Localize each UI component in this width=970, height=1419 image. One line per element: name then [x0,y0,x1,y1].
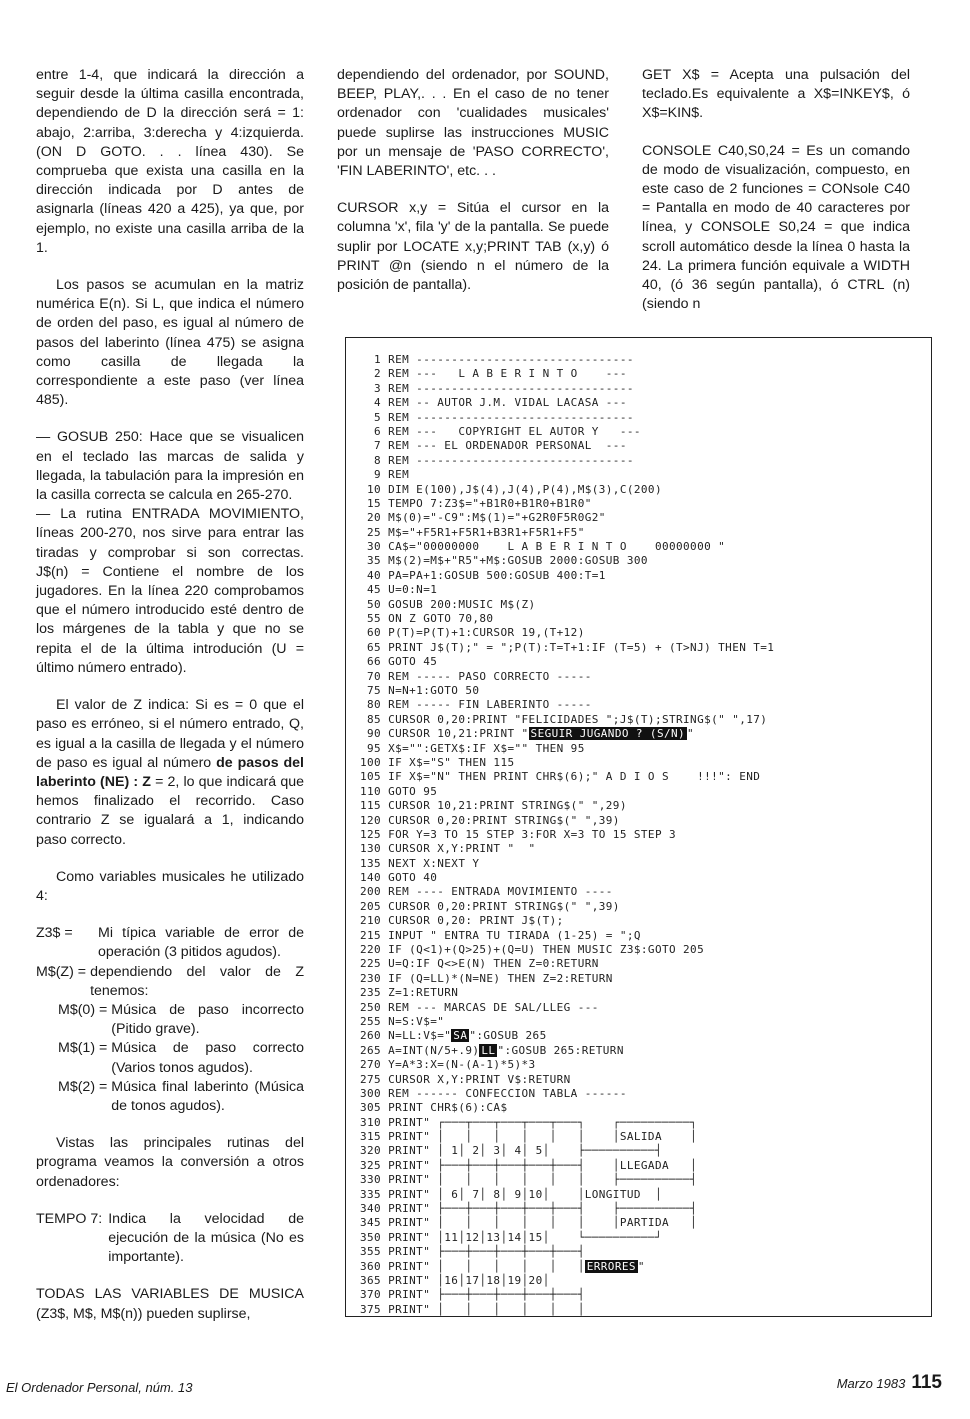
code-text: 50 GOSUB 200:MUSIC M$(Z) [360,597,536,611]
code-text: 205 CURSOR 0,20:PRINT STRING$(" ",39) [360,899,620,913]
definition-row [36,963,304,1001]
code-line [360,842,931,856]
definition-term: M$(2) = [58,1078,108,1095]
text-run: = 2, lo que indicará que hemos finalizado el recorrido. Caso contrario Z se igualará a 1, indicando paso correcto. [36,773,304,848]
code-line [360,986,931,1000]
code-line [360,742,931,756]
code-text: 225 U=Q:IF Q<>E(N) THEN Z=0:RETURN [360,957,599,971]
code-text: 6 REM --- COPYRIGHT EL AUTOR Y --- [360,424,641,438]
code-text: 15 TEMPO 7:Z3$="+B1R0+B1R0+B1R0" [360,496,592,510]
code-text: 260 N=LL:V$=" [360,1029,452,1043]
code-text: 355 PRINT" ├───┼───┼───┼───┼───┤ [360,1245,620,1259]
code-line [360,1101,931,1115]
code-text: 115 CURSOR 10,21:PRINT STRING$(" ",29) [360,799,627,813]
code-text: 20 M$(0)="-C9":M$(1)="+G2R0F5R0G2" [360,511,606,525]
code-text: ":GOSUB 265 [469,1029,547,1043]
code-line [360,670,931,684]
code-text: 200 REM ---- ENTRADA MOVIMIENTO ---- [360,885,613,899]
code-text: 10 DIM E(100),J$(4),J(4),P(4),M$(3),C(200) [360,482,662,496]
code-line [360,957,931,971]
definition-term: M$(1) = [58,1040,108,1057]
code-line [360,929,931,943]
code-line [360,943,931,957]
code-text: 265 A=INT(N/5+.9) [360,1043,480,1057]
code-line [360,425,931,439]
code-line [360,1245,931,1259]
code-line [360,1159,931,1173]
code-text: 220 IF (Q<1)+(Q>25)+(Q=U) THEN MUSIC Z3$:GOTO 205 [360,943,705,957]
text-run: El valor de Z indica: Si es = 0 que el paso es erróneo, si el número entrado, Q, es igual a la casilla de llegada y el número de paso es igual al número [36,697,304,771]
paragraph: CURSOR x,y = Sitúa el cursor en la columna 'x', fila 'y' de la pantalla. Se puede suplir por LOCATE x,y;PRINT TAB (x,y) ó PRINT @n (siendo n el número de la posición de pantalla). [337,200,609,294]
code-text: 90 CURSOR 10,21:PRINT " [360,727,529,741]
code-text: 230 IF (Q=LL)*(N=NE) THEN Z=2:RETURN [360,971,613,985]
definition-row [36,1078,304,1116]
definition-row [36,1210,304,1268]
code-text: 70 REM ----- PASO CORRECTO ----- [360,669,592,683]
code-text: 375 PRINT" │ │ │ │ │ │ [360,1302,585,1316]
code-line [360,1044,931,1058]
code-text: 45 U=0:N=1 [360,583,438,597]
code-text: 35 M$(2)=M$+"R5"+M$:GOSUB 2000:GOSUB 300 [360,554,648,568]
code-text: 4 REM -- AUTOR J.M. VIDAL LACASA --- [360,396,627,410]
code-text: 75 N=N+1:GOTO 50 [360,683,480,697]
paragraph: — GOSUB 250: Hace que se visualicen en el teclado las marcas de salida y llegada, la tabulación para la impresión en la casilla correcta se calcula en 265-270. [36,429,304,504]
definition-desc: Música de paso incorrecto (Pitido grave). [111,1001,304,1038]
code-line [360,411,931,425]
code-text: 135 NEXT X:NEXT Y [360,856,480,870]
code-text: 320 PRINT" │ 1│ 2│ 3│ 4│ 5│ ├──────────┤ [360,1144,662,1158]
code-line [360,626,931,640]
code-text: 9 REM [360,468,410,482]
paragraph: CONSOLE C40,S0,24 = Es un comando de modo de visualización, compuesto, en este caso de 2 funciones = CONsole C40 = Pantalla en modo de 40 caracteres por línea, y CONSOLE S0,24 = que indica scroll automático desde la línea 0 hasta la 24. La primera función equivale a WIDTH 40, (ó 36 según pantalla), ó CTRL (n) (siendo n [642,142,910,313]
code-line [360,799,931,813]
code-text: 1 REM ------------------------------- [360,353,634,366]
code-line [360,1015,931,1029]
code-text: 65 PRINT J$(T);" = ";P(T):T=T+1:IF (T=5) + (T>NJ) THEN T=1 [360,640,775,654]
code-line [360,497,931,511]
code-text: 310 PRINT" ┌───┬───┬───┬───┬───┐ ┌──────────┐ [360,1115,698,1129]
definition-desc: Mi típica variable de error de operación (3 pitidos agudos). [98,925,304,961]
code-text: 66 GOTO 45 [360,655,438,669]
code-text: 330 PRINT" │ │ │ │ │ │ ├──────────┤ [360,1173,698,1187]
code-line [360,569,931,583]
code-line [360,727,931,741]
code-text: " [687,727,695,741]
code-text: 300 REM ------ CONFECCION TABLA ------ [360,1086,627,1100]
paragraph: dependiendo del ordenador, por SOUND, BEEP, PLAY,. . . En el caso de no tener ordenador con 'cualidades musicales' puede suplirse las instrucciones MUSIC por un mensaje de 'PASO CORRECTO', 'FIN LABERINTO', etc. . . [337,67,609,180]
code-text: 80 REM ----- FIN LABERINTO ----- [360,698,592,712]
inverse-video-text: LL [481,1043,496,1057]
code-text: 275 CURSOR X,Y:PRINT V$:RETURN [360,1072,571,1086]
paragraph: entre 1-4, que indicará la dirección a seguir desde la última casilla encontrada, dependiendo de D la dirección será = 1: abajo, 2:arriba, 3:derecha y 4:izquierda. (ON D GOTO. . . línea 430). Se comprueba que exista una casilla en la dirección indicada por D antes de asignarla (líneas 420 a 425), ya que, por ejemplo, no existe una casilla arriba de la 1. [36,67,304,256]
definition-row [36,1001,304,1039]
definition-desc: dependiendo del valor de Z tenemos: [90,963,304,999]
code-line [360,814,931,828]
code-line [360,583,931,597]
code-text: 325 PRINT" ├───┼───┼───┼───┼───┤ │LLEGADA │ [360,1158,698,1172]
code-line [360,1073,931,1087]
code-text: 340 PRINT" ├───┼───┼───┼───┼───┤ ├──────────┤ [360,1202,698,1216]
code-line [360,468,931,482]
code-text: 30 CA$="00000000 L A B E R I N T O 00000000 " [360,540,726,554]
code-line [360,1216,931,1230]
variable-list [36,924,304,1116]
code-line [360,1231,931,1245]
code-text: 100 IF X$="S" THEN 115 [360,755,515,769]
code-text: 305 PRINT CHR$(6):CA$ [360,1101,508,1115]
code-text: 370 PRINT" ├───┼───┼───┼───┼───┤ [360,1288,585,1302]
code-text: 110 GOTO 95 [360,784,438,798]
code-line [360,785,931,799]
code-text: 270 Y=A*3:X=(N-(A-1)*5)*3 [360,1058,536,1072]
code-line [360,1303,931,1317]
definition-term: TEMPO 7: [36,1210,103,1227]
definition-term: Z3$ = [36,925,73,942]
code-line [360,756,931,770]
code-text: 95 X$="":GETX$:IF X$="" THEN 95 [360,741,585,755]
footer-publication: El Ordenador Personal, núm. 13 [6,1380,193,1395]
code-line [360,871,931,885]
code-line [360,1188,931,1202]
code-text: 235 Z=1:RETURN [360,986,459,1000]
code-line [360,900,931,914]
code-line [360,1173,931,1187]
code-text: 55 ON Z GOTO 70,80 [360,612,494,626]
code-text: 7 REM --- EL ORDENADOR PERSONAL --- [360,439,627,453]
code-text: 345 PRINT" │ │ │ │ │ │ │PARTIDA │ [360,1216,698,1230]
code-line [360,684,931,698]
code-line [360,1130,931,1144]
footer-date [837,1372,942,1394]
inverse-video-text: ERRORES [586,1259,636,1273]
code-line [360,526,931,540]
code-text: 8 REM ------------------------------- [360,453,634,467]
code-line [360,713,931,727]
code-text: 40 PA=PA+1:GOSUB 500:GOSUB 400:T=1 [360,568,606,582]
code-line [360,1260,931,1274]
code-line [360,382,931,396]
code-text: 335 PRINT" │ 6│ 7│ 8│ 9│10│ │LONGITUD │ [360,1187,662,1201]
code-line [360,972,931,986]
inverse-video-text: SEGUIR JUGANDO ? (S/N) [530,727,686,741]
inverse-video-text: SA [453,1029,468,1043]
code-text: 365 PRINT" │16│17│18│19│20│ [360,1274,550,1287]
code-line [360,1288,931,1302]
definition-term: M$(0) = [58,1001,108,1018]
code-text: 250 REM --- MARCAS DE SAL/LLEG --- [360,1000,599,1014]
code-text: 140 GOTO 40 [360,871,438,885]
code-line [360,641,931,655]
code-line [360,857,931,871]
code-text: 85 CURSOR 0,20:PRINT "FELICIDADES ";J$(T);STRING$(" ",17) [360,712,768,726]
code-line [360,1001,931,1015]
paragraph [36,696,304,850]
code-text: 25 M$="+F5R1+F5R1+B3R1+F5R1+F5" [360,525,585,539]
code-line [360,540,931,554]
column-right [642,66,910,332]
definition-desc: Indica la velocidad de ejecución de la música (No es importante). [108,1210,304,1266]
paragraph: Vistas las principales rutinas del programa veamos la conversión a otros ordenadores: [36,1135,304,1190]
code-line [360,439,931,453]
code-text: 60 P(T)=P(T)+1:CURSOR 19,(T+12) [360,626,585,640]
paragraph: TODAS LAS VARIABLES DE MUSICA (Z3$, M$, M$(n)) pueden suplirse, [36,1286,304,1322]
definition-term: M$(Z) = [36,963,87,980]
footer-month: Marzo 1983 [836,1376,906,1391]
code-line [360,698,931,712]
code-line [360,828,931,842]
code-line [360,612,931,626]
code-line [360,770,931,784]
code-line [360,554,931,568]
code-line [360,1029,931,1043]
code-text: 130 CURSOR X,Y:PRINT " " [360,842,536,856]
program-listing [345,337,932,1317]
code-text: 255 N=S:V$=" [360,1014,445,1028]
code-line [360,1087,931,1101]
code-line [360,1274,931,1288]
paragraph: Los pasos se acumulan en la matriz numérica E(n). Si L, que indica el número de orden del paso, es igual al número de pasos del laberinto (línea 475) se asigna como casilla de llegada la correspondiente a este paso (ver línea 485). [36,277,304,409]
code-text: 120 CURSOR 0,20:PRINT STRING$(" ",39) [360,813,620,827]
code-line [360,367,931,381]
column-middle [337,66,609,313]
code-text: 5 REM ------------------------------- [360,410,634,424]
code-line [360,1116,931,1130]
code-text: ":GOSUB 265:RETURN [497,1043,624,1057]
definition-desc: Música final laberinto (Música de tonos agudos). [111,1078,304,1114]
code-line [360,598,931,612]
paragraph: — La rutina ENTRADA MOVIMIENTO, líneas 200-270, nos sirve para entrar las tiradas y comprobar si son correctas. J$(n) = Contiene el nombre de los jugadores. En la línea 220 comprobamos que el número introducido esté dentro de los márgenes de la tabla y que no se repita el de la última introdución (U = último número entrado). [36,506,304,676]
page-number: 115 [911,1372,942,1393]
code-text: 210 CURSOR 0,20: PRINT J$(T); [360,914,564,928]
code-line [360,396,931,410]
column-left [36,66,304,1342]
code-text: " [637,1259,645,1273]
definition-row [36,924,304,962]
code-text: 360 PRINT" │ │ │ │ │ │ [360,1259,585,1273]
code-line [360,655,931,669]
code-line [360,885,931,899]
paragraph: Como variables musicales he utilizado 4: [36,868,304,904]
definition-row [36,1039,304,1077]
definition-desc: Música de paso correcto (Varios tonos agudos). [111,1040,304,1076]
paragraph: GET X$ = Acepta una pulsación del teclado.Es equivalente a X$=INKEY$, ó X$=KIN$. [642,67,910,122]
code-line [360,353,931,367]
code-text: 3 REM ------------------------------- [360,381,634,395]
code-line [360,454,931,468]
code-text: 125 FOR Y=3 TO 15 STEP 3:FOR X=3 TO 15 STEP 3 [360,827,677,841]
code-text: 350 PRINT" │11│12│13│14│15│ └──────────┘ [360,1230,662,1244]
bold-text-run: de pasos del laberinto (NE) : Z [36,754,304,790]
code-line [360,1202,931,1216]
code-line [360,483,931,497]
code-text: 215 INPUT " ENTRA TU TIRADA (1-25) = ";Q [360,928,641,942]
code-line [360,511,931,525]
code-line [360,914,931,928]
code-text: 315 PRINT" │ │ │ │ │ │ │SALIDA │ [360,1130,698,1144]
code-line [360,1144,931,1158]
code-text: 2 REM --- L A B E R I N T O --- [360,367,627,381]
code-line [360,1058,931,1072]
code-text: 105 IF X$="N" THEN PRINT CHR$(6);" A D I O S !!!": END [360,770,761,784]
